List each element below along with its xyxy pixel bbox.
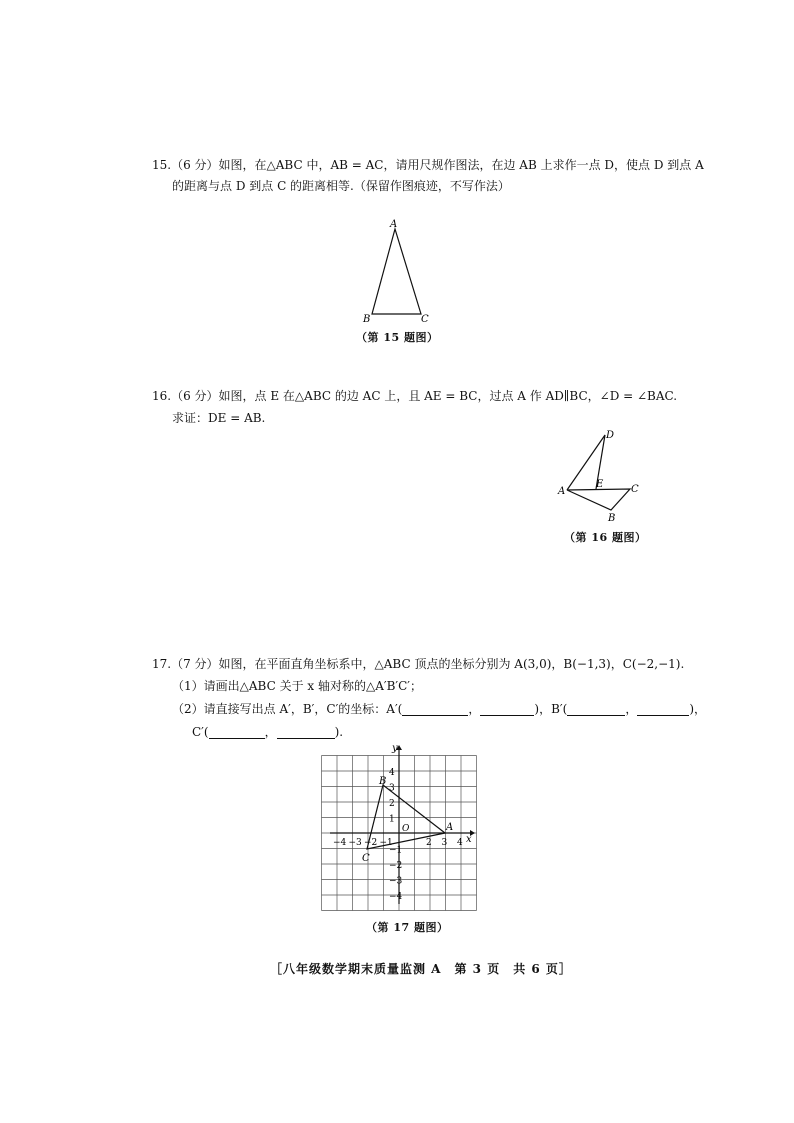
q17-a-prime-prefix: （2）请直接写出点 A′，B′，C′的坐标：A′( bbox=[172, 702, 403, 716]
q16-label-a: A bbox=[558, 486, 566, 497]
q17-line-1: 17.（7 分）如图，在平面直角坐标系中，△ABC 顶点的坐标分别为 A(3,0)，B(−1,3)，C(−2,−1). bbox=[152, 657, 685, 671]
comma: ， bbox=[468, 702, 481, 716]
q17-point-c-label: C bbox=[362, 853, 370, 864]
x-tick-label: 4 bbox=[457, 838, 463, 848]
q17-coordinate-grid bbox=[320, 742, 480, 912]
q15-triangle-figure bbox=[355, 215, 445, 327]
page-footer: ［八年级数学期末质量监测 A 第 3 页 共 6 页］ bbox=[270, 962, 572, 976]
c-prime-suffix: ). bbox=[334, 725, 344, 739]
a-prime-x-blank[interactable] bbox=[402, 701, 468, 716]
y-tick-label: 1 bbox=[389, 814, 395, 825]
x-tick-label: −2 bbox=[364, 838, 378, 848]
y-tick-labels bbox=[389, 768, 403, 902]
q16-label-e: E bbox=[596, 479, 604, 490]
x-tick-label: 2 bbox=[426, 838, 432, 848]
q16-figure bbox=[555, 425, 645, 525]
x-tick-label: −3 bbox=[348, 838, 362, 848]
y-tick-label: −4 bbox=[389, 892, 403, 902]
y-tick-label: 2 bbox=[389, 799, 395, 809]
x-tick-label: 3 bbox=[441, 838, 448, 848]
x-axis-label: x bbox=[466, 834, 472, 845]
q16-line-1: 16.（6 分）如图，点 E 在△ABC 的边 AC 上，且 AE = BC，过点 A 作 AD∥BC，∠D = ∠BAC. bbox=[152, 389, 678, 403]
q17-caption: （第 17 题图） bbox=[366, 921, 449, 934]
q17-line-4 bbox=[192, 722, 343, 743]
y-tick-label: −3 bbox=[389, 876, 403, 887]
c-prime-x-blank[interactable] bbox=[209, 724, 265, 739]
y-tick-label: 3 bbox=[389, 783, 395, 794]
c-prime-y-blank[interactable] bbox=[277, 724, 335, 739]
comma: ， bbox=[625, 702, 638, 716]
q16-triangle-abc bbox=[567, 489, 630, 510]
q16-label-c: C bbox=[631, 484, 639, 495]
comma: ， bbox=[264, 725, 277, 739]
b-prime-prefix: )，B′( bbox=[534, 702, 568, 716]
b-prime-suffix: )， bbox=[689, 702, 707, 716]
q15-label-a: A bbox=[390, 219, 398, 230]
q17-line-2: （1）请画出△ABC 关于 x 轴对称的△A′B′C′； bbox=[172, 679, 423, 693]
q15-label-b: B bbox=[363, 314, 371, 325]
q15-label-c: C bbox=[421, 314, 429, 325]
q16-caption: （第 16 题图） bbox=[564, 531, 647, 544]
b-prime-y-blank[interactable] bbox=[637, 701, 689, 716]
c-prime-prefix: C′( bbox=[192, 725, 209, 739]
q17-point-a-label: A bbox=[446, 822, 454, 833]
a-prime-y-blank[interactable] bbox=[480, 701, 534, 716]
b-prime-x-blank[interactable] bbox=[567, 701, 625, 716]
q15-triangle bbox=[372, 229, 421, 314]
y-tick-label: −2 bbox=[389, 861, 403, 871]
q16-label-d: D bbox=[606, 430, 615, 441]
q17-point-b-label: B bbox=[379, 776, 387, 787]
y-axis-label: y bbox=[392, 743, 398, 754]
x-tick-label: −1 bbox=[379, 838, 393, 848]
y-tick-label: 4 bbox=[389, 768, 395, 778]
q16-line-2: 求证：DE = AB. bbox=[172, 411, 266, 425]
y-tick-label: −1 bbox=[389, 845, 403, 856]
q16-label-b: B bbox=[608, 513, 616, 524]
q15-caption: （第 15 题图） bbox=[356, 331, 439, 344]
q17-line-3 bbox=[172, 699, 706, 720]
x-tick-label: −4 bbox=[333, 838, 347, 848]
origin-label: O bbox=[402, 824, 410, 834]
q15-line-1: 15.（6 分）如图，在△ABC 中，AB = AC，请用尺规作图法，在边 AB 上求作一点 D，使点 D 到点 A bbox=[152, 158, 704, 172]
q15-line-2: 的距离与点 D 到点 C 的距离相等.（保留作图痕迹，不写作法） bbox=[172, 179, 510, 193]
